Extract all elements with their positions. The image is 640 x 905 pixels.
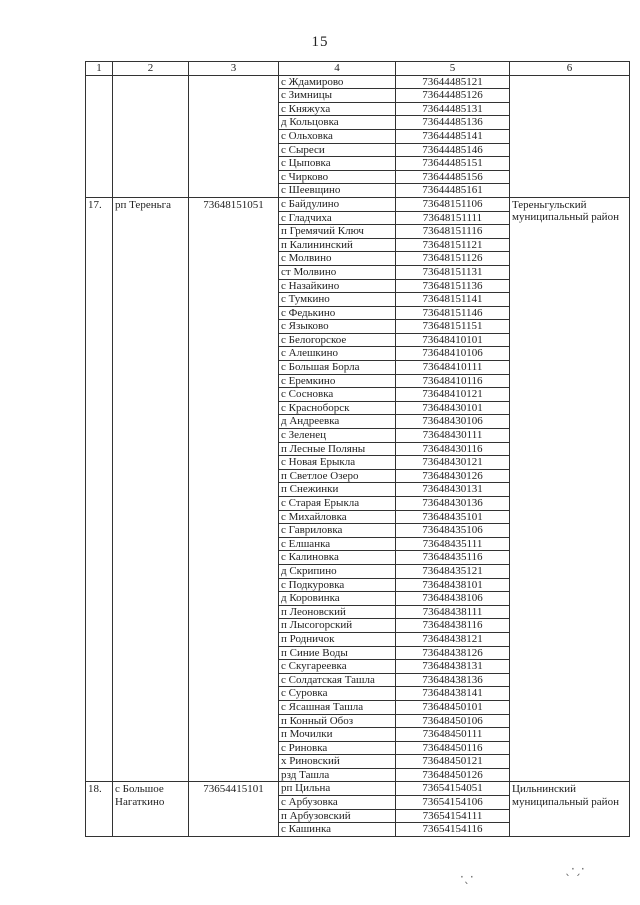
settlement-name: с Тумкино	[279, 293, 396, 307]
settlement-name: с Арбузовка	[279, 796, 396, 810]
settlement-name: с Новая Ерыкла	[279, 456, 396, 470]
settlement-name: д Коровинка	[279, 592, 396, 606]
table-row	[86, 75, 630, 89]
oktmo-code: 73648430101	[396, 401, 510, 415]
oktmo-code: 73648151151	[396, 320, 510, 334]
settlement-name: с Гладчиха	[279, 211, 396, 225]
page-number: 15	[311, 34, 329, 50]
row-number: 17.	[86, 197, 113, 782]
settlement-name: с Байдулино	[279, 197, 396, 211]
oktmo-code: 73648430136	[396, 497, 510, 511]
column-header: 6	[510, 62, 630, 76]
oktmo-code: 73648450121	[396, 755, 510, 769]
settlement-name: п Конный Обоз	[279, 714, 396, 728]
oktmo-code: 73644485121	[396, 75, 510, 89]
settlement-name: с Калиновка	[279, 551, 396, 565]
oktmo-code: 73644485131	[396, 102, 510, 116]
settlement-name: с Зимницы	[279, 89, 396, 103]
oktmo-code: 73644485126	[396, 89, 510, 103]
settlement-name: с Языково	[279, 320, 396, 334]
district-name	[510, 75, 630, 197]
table-row	[86, 782, 630, 796]
oktmo-code: 73644485146	[396, 143, 510, 157]
settlement-name: с Михайловка	[279, 510, 396, 524]
settlement-name: с Алешкино	[279, 347, 396, 361]
scan-mark: ·ˎ·	[460, 870, 474, 884]
district-name: Цильнинский муниципальный район	[510, 782, 630, 836]
settlement-name: п Снежинки	[279, 483, 396, 497]
settlement-name: с Цыповка	[279, 157, 396, 171]
settlement-name: п Синие Воды	[279, 646, 396, 660]
table-row	[86, 197, 630, 211]
oktmo-code: 73648430111	[396, 429, 510, 443]
row-number: 18.	[86, 782, 113, 836]
oktmo-code: 73648410121	[396, 388, 510, 402]
admin-center	[113, 75, 189, 197]
oktmo-code: 73648438101	[396, 578, 510, 592]
oktmo-code: 73648430116	[396, 442, 510, 456]
oktmo-code: 73654154111	[396, 809, 510, 823]
settlement-name: с Гавриловка	[279, 524, 396, 538]
settlement-name: ст Молвино	[279, 265, 396, 279]
settlement-name: с Ясашная Ташла	[279, 700, 396, 714]
settlement-name: п Арбузовский	[279, 809, 396, 823]
admin-center-code: 73648151051	[189, 197, 279, 782]
settlement-name: с Молвино	[279, 252, 396, 266]
oktmo-code: 73648151136	[396, 279, 510, 293]
settlements-table	[85, 61, 630, 837]
settlement-name: п Леоновский	[279, 605, 396, 619]
oktmo-code: 73648151106	[396, 197, 510, 211]
settlement-name: с Шеевщино	[279, 184, 396, 198]
column-header: 2	[113, 62, 189, 76]
settlement-name: с Федькино	[279, 306, 396, 320]
settlement-name: с Княжуха	[279, 102, 396, 116]
settlement-name: рп Цильна	[279, 782, 396, 796]
oktmo-code: 73648430131	[396, 483, 510, 497]
settlement-name: с Солдатская Ташла	[279, 673, 396, 687]
column-header: 1	[86, 62, 113, 76]
settlement-name: д Скрипино	[279, 564, 396, 578]
district-name: Тереньгульский муниципальный район	[510, 197, 630, 782]
column-header: 3	[189, 62, 279, 76]
settlement-name: п Родничок	[279, 632, 396, 646]
oktmo-code: 73654154116	[396, 823, 510, 837]
oktmo-code: 73648410111	[396, 361, 510, 375]
settlement-name: п Светлое Озеро	[279, 469, 396, 483]
row-number	[86, 75, 113, 197]
oktmo-code: 73648438106	[396, 592, 510, 606]
settlement-name: с Зеленец	[279, 429, 396, 443]
oktmo-code: 73648430126	[396, 469, 510, 483]
oktmo-code: 73648410116	[396, 374, 510, 388]
settlement-name: с Кашинка	[279, 823, 396, 837]
settlement-name: п Гремячий Ключ	[279, 225, 396, 239]
settlement-name: с Скугареевка	[279, 660, 396, 674]
settlement-name: с Назайкино	[279, 279, 396, 293]
settlement-name: с Сыреси	[279, 143, 396, 157]
scan-mark: ˎ·ˏ·	[565, 862, 585, 876]
oktmo-code: 73648435121	[396, 564, 510, 578]
oktmo-code: 73644485141	[396, 129, 510, 143]
oktmo-code: 73648151146	[396, 306, 510, 320]
oktmo-code: 73648450101	[396, 700, 510, 714]
oktmo-code: 73648151141	[396, 293, 510, 307]
oktmo-code: 73648435111	[396, 537, 510, 551]
settlement-name: х Риновский	[279, 755, 396, 769]
oktmo-code: 73648450116	[396, 741, 510, 755]
settlement-name: п Калининский	[279, 238, 396, 252]
settlement-name: с Ольховка	[279, 129, 396, 143]
settlement-name: п Лесные Поляны	[279, 442, 396, 456]
admin-center-code: 73654415101	[189, 782, 279, 836]
settlement-name: д Андреевка	[279, 415, 396, 429]
oktmo-code: 73648435101	[396, 510, 510, 524]
settlement-name: п Лысогорский	[279, 619, 396, 633]
column-header: 5	[396, 62, 510, 76]
oktmo-code: 73648450111	[396, 728, 510, 742]
oktmo-code: 73648438116	[396, 619, 510, 633]
settlement-name: с Елшанка	[279, 537, 396, 551]
settlement-name: с Старая Ерыкла	[279, 497, 396, 511]
settlement-name: с Ждамирово	[279, 75, 396, 89]
column-header: 4	[279, 62, 396, 76]
settlement-name: с Еремкино	[279, 374, 396, 388]
admin-center-code	[189, 75, 279, 197]
oktmo-code: 73648430106	[396, 415, 510, 429]
oktmo-code: 73648151126	[396, 252, 510, 266]
oktmo-code: 73648438126	[396, 646, 510, 660]
oktmo-code: 73648151131	[396, 265, 510, 279]
oktmo-code: 73648430121	[396, 456, 510, 470]
oktmo-code: 73644485161	[396, 184, 510, 198]
settlement-name: с Красноборск	[279, 401, 396, 415]
oktmo-code: 73648410101	[396, 333, 510, 347]
oktmo-code: 73644485156	[396, 170, 510, 184]
oktmo-code: 73648438136	[396, 673, 510, 687]
oktmo-code: 73654154051	[396, 782, 510, 796]
settlement-name: с Белогорское	[279, 333, 396, 347]
admin-center: рп Тереньга	[113, 197, 189, 782]
oktmo-code: 73648450126	[396, 768, 510, 782]
settlement-name: с Риновка	[279, 741, 396, 755]
oktmo-code: 73654154106	[396, 796, 510, 810]
oktmo-code: 73648438131	[396, 660, 510, 674]
settlement-name: п Мочилки	[279, 728, 396, 742]
oktmo-code: 73648151111	[396, 211, 510, 225]
settlement-name: с Сосновка	[279, 388, 396, 402]
settlement-name: с Большая Борла	[279, 361, 396, 375]
settlement-name: с Чирково	[279, 170, 396, 184]
oktmo-code: 73648151121	[396, 238, 510, 252]
settlement-name: с Суровка	[279, 687, 396, 701]
table-body	[86, 75, 630, 836]
settlement-name: с Подкуровка	[279, 578, 396, 592]
oktmo-code: 73648435116	[396, 551, 510, 565]
oktmo-code: 73648151116	[396, 225, 510, 239]
oktmo-code: 73648438141	[396, 687, 510, 701]
header-row	[86, 62, 630, 76]
oktmo-code: 73648438121	[396, 632, 510, 646]
admin-center: с Большое Нагаткино	[113, 782, 189, 836]
settlement-name: рзд Ташла	[279, 768, 396, 782]
oktmo-code: 73648435106	[396, 524, 510, 538]
settlement-name: д Кольцовка	[279, 116, 396, 130]
oktmo-code: 73644485136	[396, 116, 510, 130]
oktmo-code: 73648438111	[396, 605, 510, 619]
oktmo-code: 73644485151	[396, 157, 510, 171]
oktmo-code: 73648410106	[396, 347, 510, 361]
oktmo-code: 73648450106	[396, 714, 510, 728]
